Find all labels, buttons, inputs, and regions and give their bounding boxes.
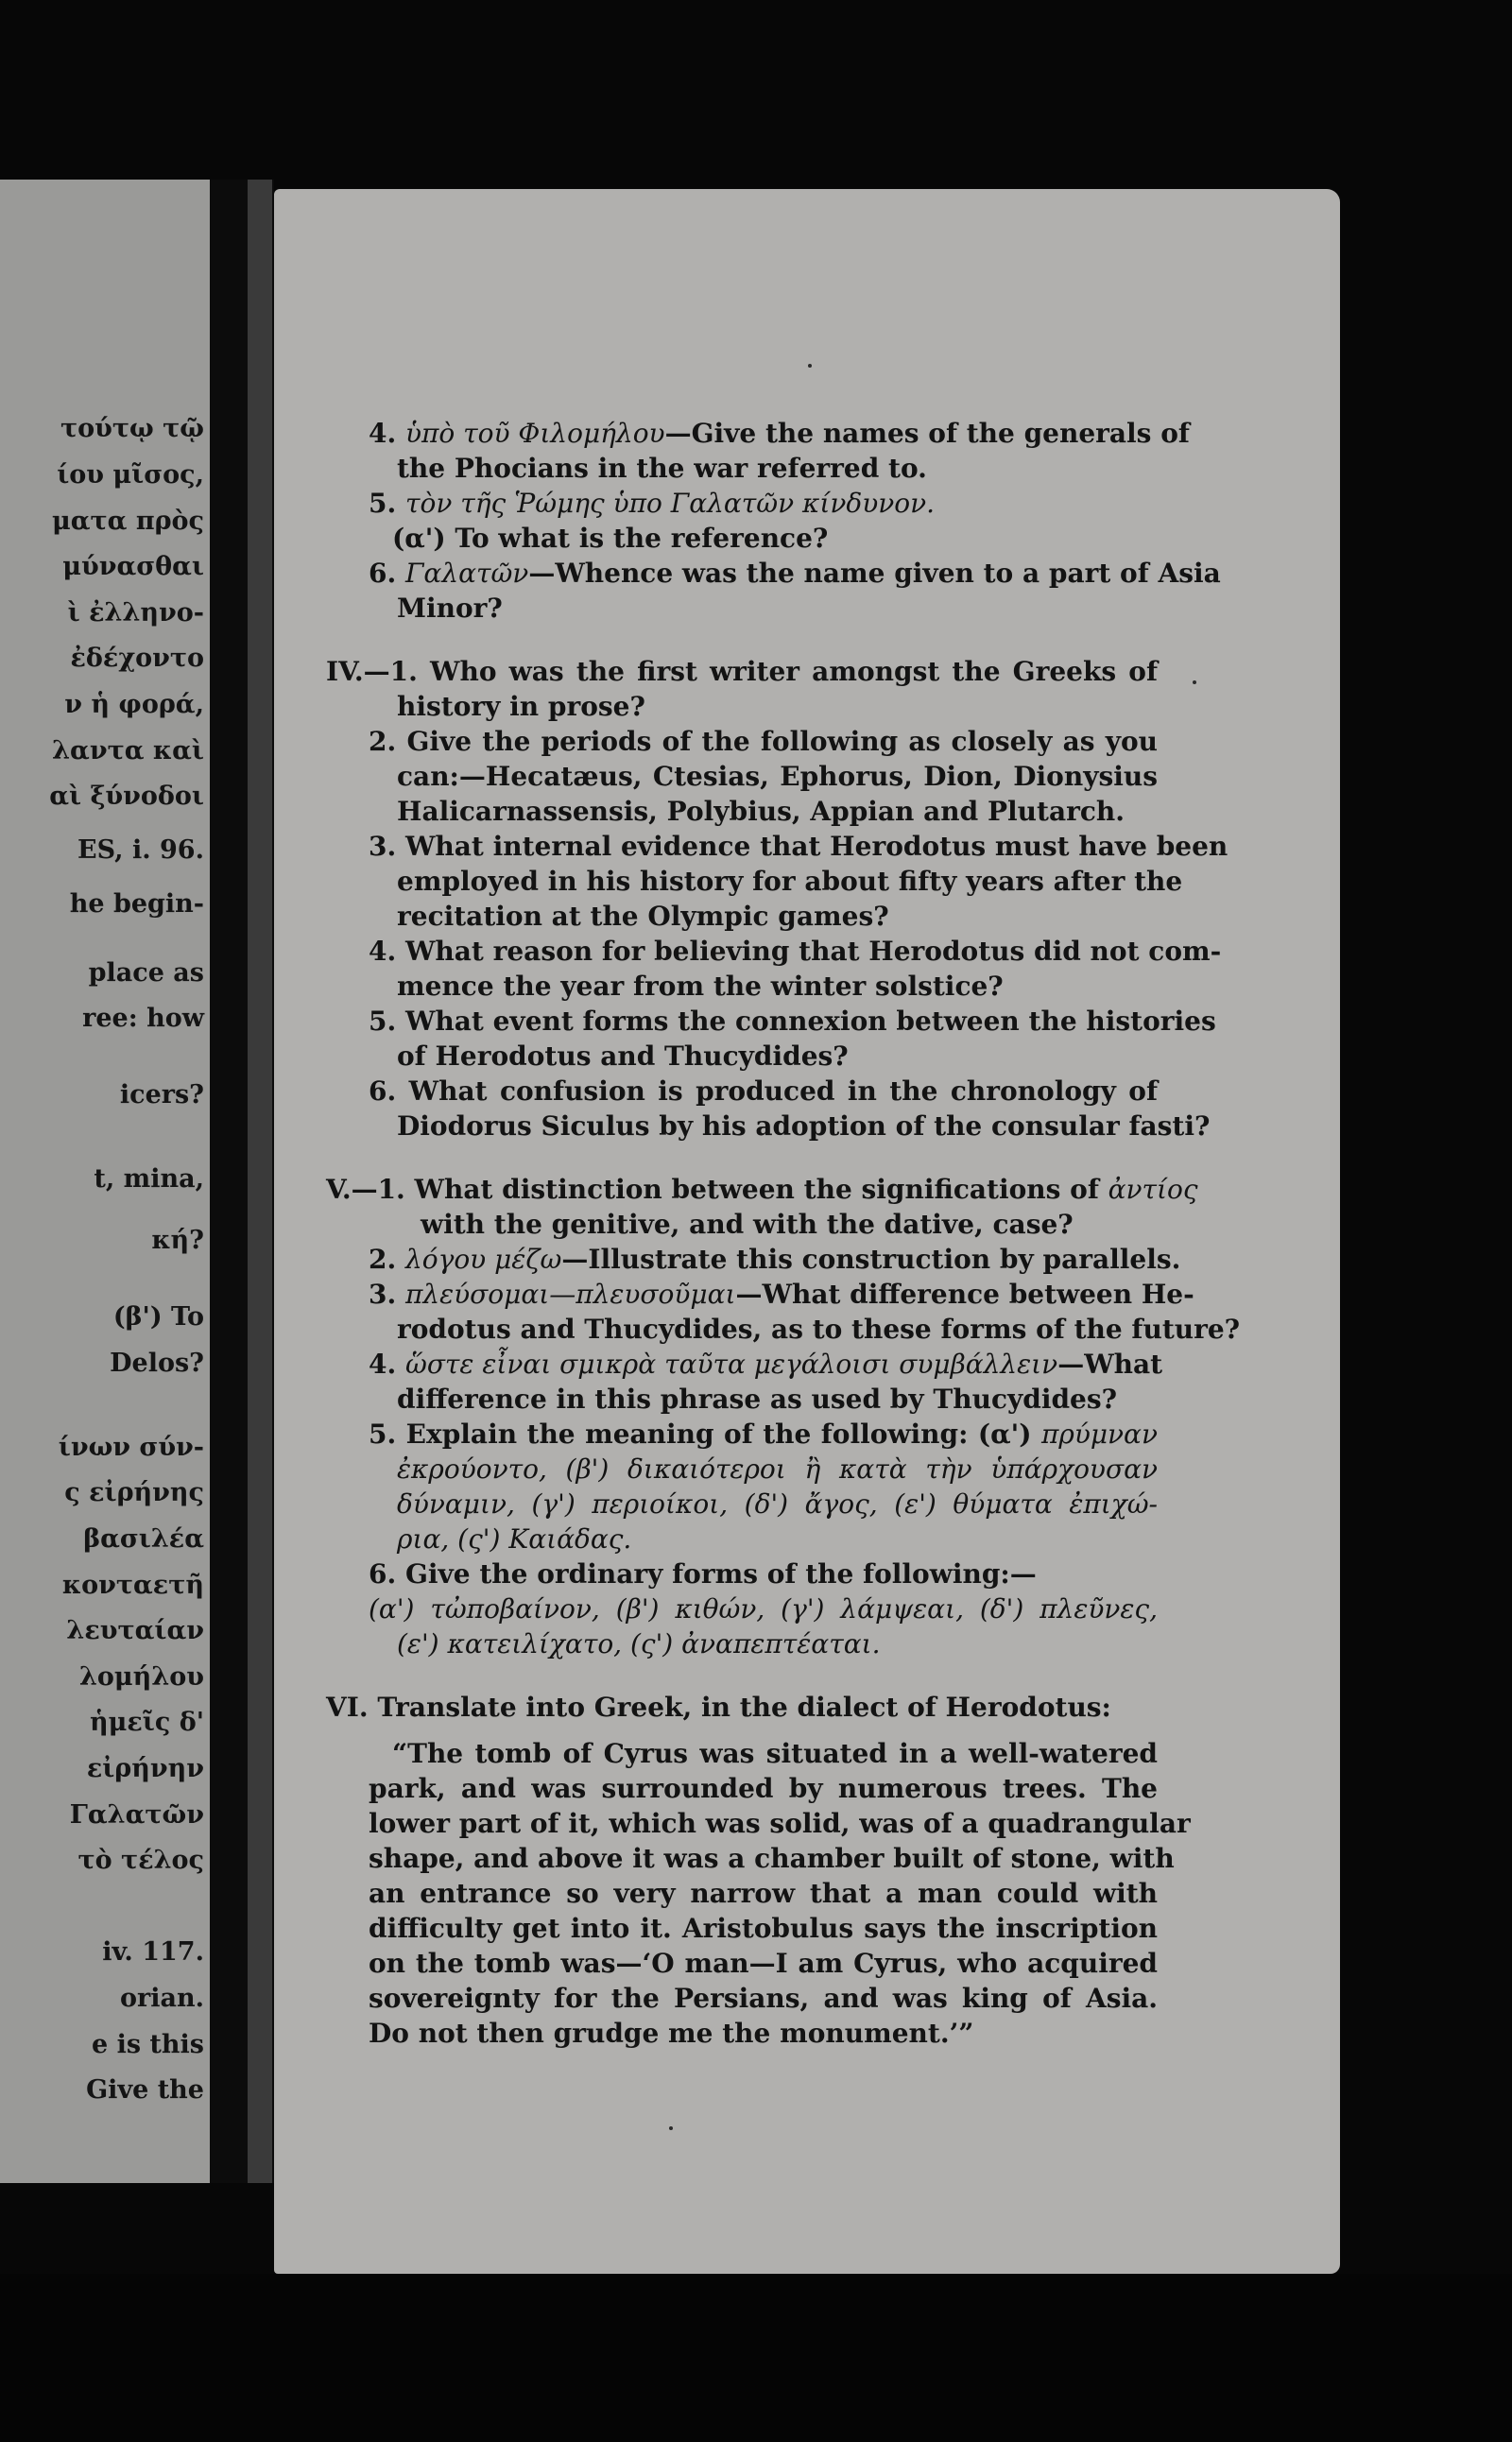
passage-line-1: “The tomb of Cyrus was situated in a well-watered — [392, 1738, 1158, 1769]
question-4-2c: Halicarnassensis, Polybius, Appian and Plutarch. — [397, 796, 1125, 827]
left-page-line: Γαλατῶν — [69, 1799, 204, 1830]
question-5-2: 2. λόγου μέζω—Illustrate this construction by parallels. — [369, 1244, 1181, 1275]
paper-speck — [1193, 680, 1196, 684]
passage-line-9: Do not then grudge me the monument.’” — [369, 2018, 974, 2049]
left-page-line: λομήλου — [78, 1661, 204, 1692]
left-page-line: κονταετῆ — [61, 1570, 204, 1600]
left-page-line: he begin- — [69, 888, 204, 919]
left-page-line: μύνασθαι — [62, 552, 204, 582]
question-3-5: 5. τὸν τῆς Ῥώμης ὑπο Γαλατῶν κίνδυνον. — [369, 488, 936, 519]
left-page-line: λαντα καὶ — [52, 735, 204, 765]
left-page-line: ὶ ἐλληνο- — [67, 597, 204, 628]
gutter-shadow — [248, 180, 272, 2183]
left-page-line: ἐδέχοντο — [70, 644, 204, 674]
paper-speck — [669, 2126, 673, 2130]
question-5-6: 6. Give the ordinary forms of the following:— — [369, 1558, 1037, 1590]
section-6-head: VI. Translate into Greek, in the dialect of Herodotus: — [326, 1692, 1111, 1723]
passage-line-8: sovereignty for the Persians, and was king of Asia. — [369, 1983, 1158, 2014]
section-5-head: V.—1. What distinction between the significations of ἀντίος — [326, 1174, 1198, 1205]
question-3-5-sub: (α') To what is the reference? — [392, 523, 829, 554]
section-4-head: IV.—1. Who was the first writer amongst the Greeks of — [326, 656, 1158, 687]
question-5-4b: difference in this phrase as used by Thucydides? — [397, 1384, 1118, 1415]
left-page-line: βασιλέα — [83, 1523, 204, 1554]
question-4-2: 2. Give the periods of the following as closely as you — [369, 726, 1158, 757]
left-page-line: λευταίαν — [66, 1616, 204, 1646]
left-page-line: τούτῳ τῷ — [60, 414, 204, 444]
question-3-4-cont: the Phocians in the war referred to. — [397, 453, 927, 484]
question-5-4: 4. ὥστε εἶναι σμικρὰ ταῦτα μεγάλοισι συμβάλλειν—What — [369, 1349, 1163, 1380]
passage-line-6: difficulty get into it. Aristobulus says the inscription — [369, 1913, 1158, 1944]
left-page-line: iv. 117. — [102, 1937, 204, 1968]
question-4-3c: recitation at the Olympic games? — [397, 901, 889, 932]
question-4-4: 4. What reason for believing that Herodotus did not com- — [369, 936, 1222, 967]
left-page-line: (β') To — [112, 1302, 204, 1332]
passage-line-5: an entrance so very narrow that a man could with — [369, 1878, 1158, 1909]
left-page-line: ίου μῖσος, — [57, 460, 204, 490]
left-page-line: ἡμεῖς δ' — [90, 1708, 204, 1738]
left-page-line: Give the — [86, 2075, 204, 2106]
left-page-line: place as — [88, 957, 204, 988]
question-4-2b: can:—Hecatæus, Ctesias, Ephorus, Dion, Dionysius — [397, 761, 1158, 792]
question-4-5: 5. What event forms the connexion between the histories — [369, 1006, 1216, 1037]
scan-border — [0, 2274, 1512, 2442]
question-4-6b: Diodorus Siculus by his adoption of the consular fasti? — [397, 1110, 1211, 1142]
left-page-line: τὸ τέλος — [77, 1846, 204, 1876]
section-5-head-cont: with the genitive, and with the dative, case? — [421, 1209, 1074, 1240]
question-3-6: 6. Γαλατῶν—Whence was the name given to a part of Asia — [369, 558, 1221, 589]
passage-line-4: shape, and above it was a chamber built of stone, with — [369, 1843, 1175, 1874]
question-5-5: 5. Explain the meaning of the following: (α') πρύμναν — [369, 1419, 1158, 1450]
page-text — [326, 416, 1241, 2051]
left-page-line: ματα πρὸς — [51, 506, 204, 536]
question-5-6c: (ε') κατειλίχατο, (ς') ἀναπεπτέαται. — [397, 1628, 881, 1660]
question-3-4: 4. ὑπὸ τοῦ Φιλομήλου—Give the names of the generals of — [369, 418, 1190, 449]
left-page-line: ES, i. 96. — [77, 834, 204, 865]
question-4-6: 6. What confusion is produced in the chronology of — [369, 1075, 1158, 1107]
left-page-line: ς εἰρήνης — [64, 1478, 204, 1508]
question-5-5d: ρια, (ς') Καιάδας. — [397, 1523, 632, 1555]
left-page-line: εἰρήνην — [86, 1753, 204, 1783]
left-page-line: ree: how — [82, 1004, 204, 1034]
left-page-fragment — [0, 180, 210, 2183]
passage-line-7: on the tomb was—‘O man—I am Cyrus, who acquired — [369, 1948, 1158, 1979]
question-3-6-cont: Minor? — [397, 593, 503, 624]
question-4-3: 3. What internal evidence that Herodotus must have been — [369, 831, 1228, 862]
section-4-head-cont: history in prose? — [397, 691, 645, 722]
left-page-line: orian. — [119, 1983, 204, 2013]
question-4-5b: of Herodotus and Thucydides? — [397, 1040, 849, 1072]
left-page-line: ίνων σύν- — [58, 1432, 204, 1462]
question-5-6b: (α') τὠποβαίνον, (β') κιθών, (γ') λάμψεαι, (δ') πλεῦνες, — [369, 1593, 1158, 1625]
question-5-5b: ἐκρούοντο, (β') δικαιότεροι ἢ κατὰ τὴν ὑπάρχουσαν — [397, 1453, 1158, 1485]
question-5-3b: rodotus and Thucydides, as to these forms of the future? — [397, 1314, 1241, 1345]
left-page-line: icers? — [119, 1080, 204, 1110]
question-4-4b: mence the year from the winter solstice? — [397, 971, 1004, 1002]
passage-line-2: park, and was surrounded by numerous trees. The — [369, 1773, 1158, 1804]
question-4-3b: employed in his history for about fifty years after the — [397, 866, 1183, 897]
left-page-line: αὶ ξύνοδοι — [49, 782, 204, 812]
question-5-3: 3. πλεύσομαι—πλευσοῦμαι—What difference between He- — [369, 1279, 1194, 1310]
left-page-line: ν ἡ φορά, — [64, 690, 204, 719]
left-page-line: t, mina, — [94, 1164, 204, 1195]
left-page-line: Delos? — [110, 1348, 204, 1378]
paper-speck — [808, 364, 812, 368]
left-page-line: e is this — [92, 2029, 204, 2059]
left-page-line: κή? — [151, 1226, 204, 1255]
passage-line-3: lower part of it, which was solid, was of a quadrangular — [369, 1808, 1191, 1839]
question-5-5c: δύναμιν, (γ') περιοίκοι, (δ') ἄγος, (ε') θύματα ἐπιχώ- — [397, 1488, 1158, 1520]
